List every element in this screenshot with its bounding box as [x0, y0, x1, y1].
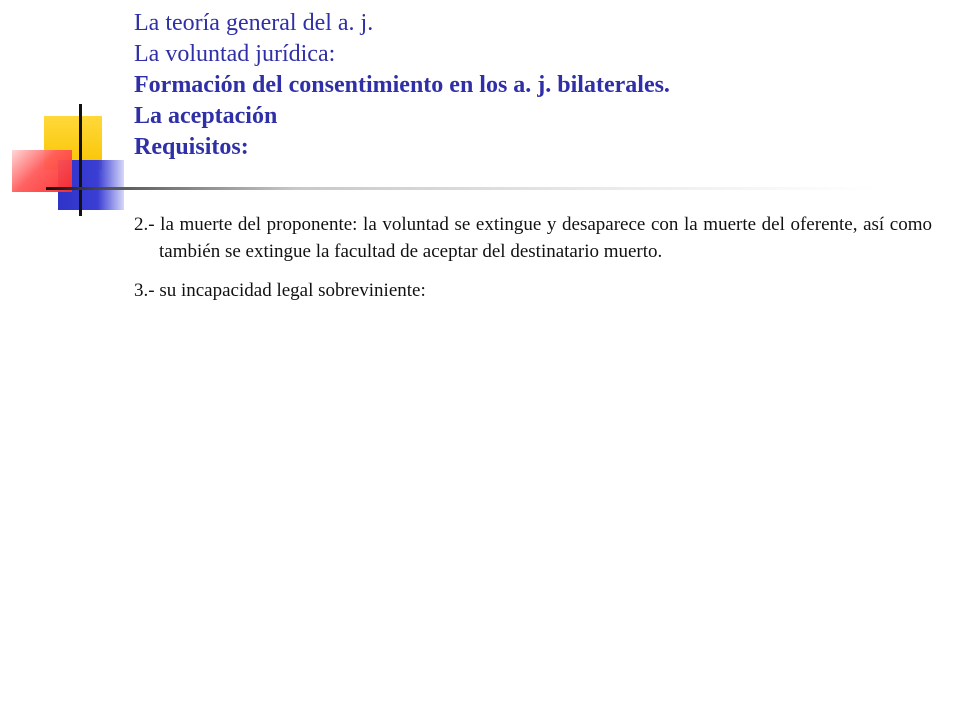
body-paragraph-3: 3.- su incapacidad legal sobreviniente:	[134, 280, 426, 301]
title-line-1: La teoría general del a. j.	[134, 10, 374, 36]
title-divider-line	[46, 187, 876, 190]
title-line-5: Requisitos:	[134, 134, 249, 160]
decorative-red-square	[12, 150, 72, 192]
title-line-4: La aceptación	[134, 103, 278, 129]
title-line-2: La voluntad jurídica:	[134, 41, 336, 67]
slide-body	[134, 211, 932, 316]
body-paragraph-2: 2.- la muerte del proponente: la voluntad se extingue y desaparece con la muerte del oferente, así como también se extingue la facultad de aceptar del destinatario muerto.	[134, 214, 932, 262]
title-line-3: Formación del consentimiento en los a. j. bilaterales.	[134, 72, 670, 98]
slide-title	[134, 8, 934, 163]
decorative-vertical-line	[79, 104, 82, 216]
